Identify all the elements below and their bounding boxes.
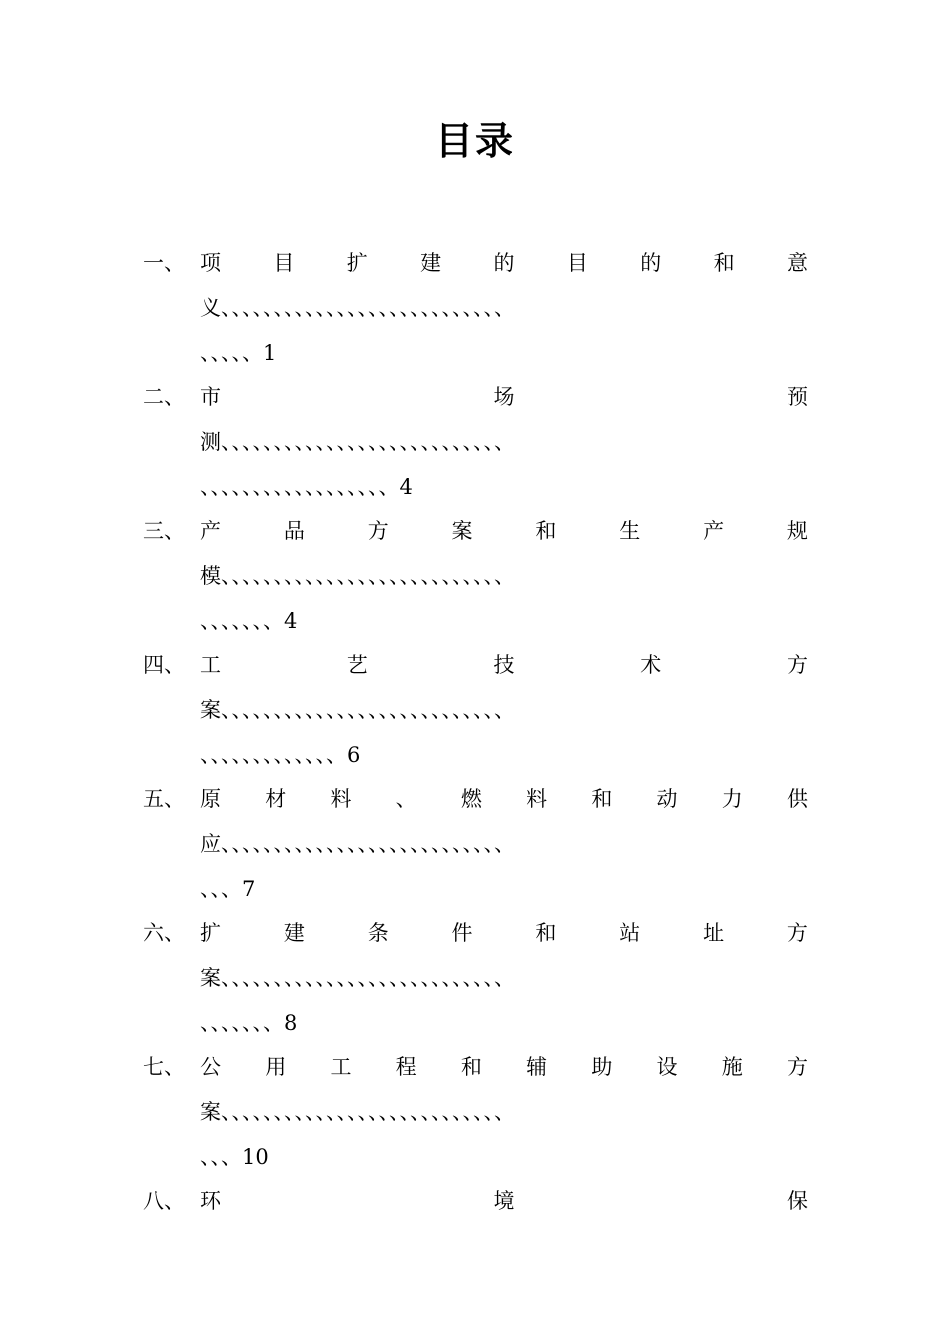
- toc-entry-leader: 义、、、、、、、、、、、、、、、、、、、、、、、、、、、: [200, 296, 515, 320]
- toc-title-char: 方: [786, 1055, 808, 1079]
- toc-title-char: 方: [787, 653, 808, 677]
- toc-entry[interactable]: [0, 642, 950, 776]
- toc-title-char: 和: [713, 251, 735, 275]
- toc-entry-title: [200, 776, 808, 822]
- toc-title-char: 和: [535, 921, 557, 945]
- toc-entry-number: 三、: [143, 519, 185, 543]
- toc-title-char: 项: [200, 251, 221, 275]
- toc-entry-leader: 模、、、、、、、、、、、、、、、、、、、、、、、、、、、: [200, 564, 515, 588]
- toc-entry-leader: 案、、、、、、、、、、、、、、、、、、、、、、、、、、、: [200, 698, 515, 722]
- toc-entry-leader: 案、、、、、、、、、、、、、、、、、、、、、、、、、、、: [200, 966, 515, 990]
- toc-title-char: 建: [283, 921, 305, 945]
- toc-title-char: 案: [451, 519, 473, 543]
- toc-title-char: 艺: [346, 653, 368, 677]
- toc-entry[interactable]: [0, 1044, 950, 1178]
- toc-entry-number: 七、: [143, 1055, 185, 1079]
- toc-title-char: 站: [619, 921, 641, 945]
- toc-entry-leader-page: [200, 1268, 808, 1314]
- toc-entry[interactable]: [0, 374, 950, 508]
- toc-title-char: 扩: [346, 251, 368, 275]
- toc-entry-leader-page: 、、、、、、、8: [200, 1011, 298, 1035]
- toc-title-char: 工: [200, 653, 221, 677]
- page-title: 目录: [434, 118, 515, 163]
- toc-title-char: 址: [703, 921, 725, 945]
- toc-title-char: 产: [703, 519, 725, 543]
- toc-entry[interactable]: [0, 240, 950, 374]
- toc-entry-number: 五、: [143, 787, 185, 811]
- toc-entry-leader-page: 、、、、、、、4: [200, 609, 298, 633]
- toc-title-char: 条: [367, 921, 389, 945]
- toc-title-char: 品: [283, 519, 305, 543]
- toc-title-char: 生: [619, 519, 641, 543]
- toc-entry-title: [200, 1178, 808, 1224]
- toc-entry-leader-page: 、、、10: [200, 1145, 269, 1169]
- toc-title-char: 原: [200, 787, 221, 811]
- toc-title-char: 公: [200, 1055, 221, 1079]
- toc-title-char: 设: [656, 1055, 678, 1079]
- toc-title-char: 术: [640, 653, 662, 677]
- toc-title-char: 技: [493, 653, 515, 677]
- toc-entry[interactable]: [0, 508, 950, 642]
- toc-title-char: 场: [493, 385, 515, 409]
- toc-title-char: 规: [786, 519, 808, 543]
- toc-entry-leader: [200, 1223, 808, 1269]
- toc-entry[interactable]: [0, 1178, 950, 1312]
- toc-entry-title: [200, 1044, 808, 1090]
- toc-entry[interactable]: [0, 910, 950, 1044]
- toc-entry-title: [200, 240, 808, 286]
- toc-title-char: 和: [535, 519, 557, 543]
- table-of-contents: [0, 240, 950, 1312]
- toc-entry-number: 六、: [143, 921, 185, 945]
- toc-title-char: 目: [566, 251, 588, 275]
- toc-title-char: 产: [200, 519, 221, 543]
- toc-title-char: 动: [656, 787, 678, 811]
- toc-entry-number: 一、: [143, 251, 185, 275]
- toc-entry-number: 二、: [143, 385, 185, 409]
- toc-entry-leader: 应、、、、、、、、、、、、、、、、、、、、、、、、、、、: [200, 832, 515, 856]
- toc-title-char: 市: [200, 385, 221, 409]
- toc-title-char: 力: [721, 787, 743, 811]
- toc-title-char: 料: [526, 787, 548, 811]
- toc-title-char: 工: [330, 1055, 352, 1079]
- toc-title-char: 方: [786, 921, 808, 945]
- toc-title-char: 扩: [200, 921, 221, 945]
- toc-title-char: 助: [591, 1055, 613, 1079]
- toc-title-char: 件: [451, 921, 473, 945]
- toc-entry-leader: 测、、、、、、、、、、、、、、、、、、、、、、、、、、、: [200, 430, 515, 454]
- toc-title-char: 意: [787, 251, 808, 275]
- toc-title-char: 程: [395, 1055, 417, 1079]
- toc-title-char: 和: [460, 1055, 482, 1079]
- toc-title-char: 预: [787, 385, 808, 409]
- toc-entry-title: [200, 910, 808, 956]
- toc-title-char: 环: [200, 1189, 221, 1213]
- toc-entry-title: [200, 374, 808, 420]
- toc-title-char: 材: [265, 787, 287, 811]
- toc-entry-leader-page: 、、、、、、、、、、、、、、、、、、4: [200, 475, 413, 499]
- toc-title-char: 用: [265, 1055, 287, 1079]
- toc-title-char: 料: [330, 787, 352, 811]
- toc-entry[interactable]: [0, 776, 950, 910]
- toc-title-char: 境: [493, 1189, 515, 1213]
- toc-title-char: 供: [786, 787, 808, 811]
- toc-title-char: 和: [591, 787, 613, 811]
- toc-title-char: 的: [493, 251, 515, 275]
- toc-entry-leader-page: 、、、7: [200, 877, 256, 901]
- toc-title-char: 建: [420, 251, 442, 275]
- toc-title-char: 辅: [526, 1055, 548, 1079]
- toc-entry-leader-page: 、、、、、1: [200, 341, 277, 365]
- toc-entry-leader-page: 、、、、、、、、、、、、、6: [200, 743, 361, 767]
- toc-title-char: 的: [640, 251, 662, 275]
- toc-entry-title: [200, 642, 808, 688]
- toc-entry-leader: 案、、、、、、、、、、、、、、、、、、、、、、、、、、、: [200, 1100, 515, 1124]
- toc-title-char: 施: [721, 1055, 743, 1079]
- toc-entry-number: 八、: [143, 1189, 185, 1213]
- toc-entry-number: 四、: [143, 653, 185, 677]
- toc-title-char: 方: [367, 519, 389, 543]
- toc-title-char: 、: [395, 787, 417, 811]
- toc-title-char: 燃: [460, 787, 482, 811]
- toc-title-char: 目: [273, 251, 295, 275]
- toc-entry-title: [200, 508, 808, 554]
- toc-title-char: 保: [787, 1189, 808, 1213]
